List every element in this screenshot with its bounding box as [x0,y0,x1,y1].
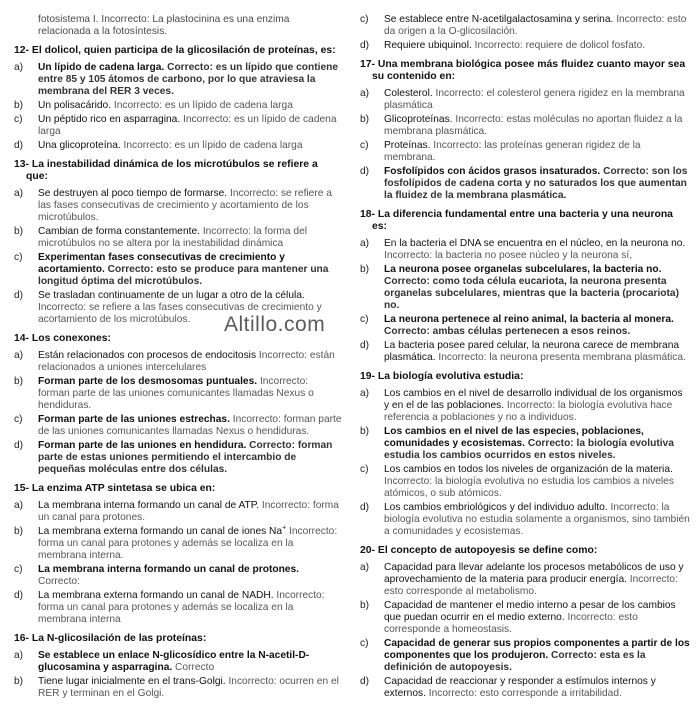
option-text: Los cambios en el nivel de desarrollo individual de los organismos y en el de las poblaciones. [384,388,683,411]
option-text: La neurona posee organelas subcelulares, la bacteria no. [384,264,662,275]
option-note: Incorrecto: la bacteria no posee núcleo y la neurona sí, [384,250,633,261]
option-note: Incorrecto: forma un canal para protones. [38,500,339,523]
option-text: Se destruyen al poco tiempo de formarse. [38,188,228,199]
option-note: Incorrecto: es un lípido de cadena larga [38,114,337,137]
option-note: Incorrecto: ocurren en el RER y terminan en el Golgi. [38,676,339,699]
option-text: Los cambios en el nivel de las especies, poblaciones, comunidades y ecosistemas. [384,426,644,449]
option-b [14,226,342,250]
option-note: Correcto: como toda célula eucariota, la neurona presenta organelas subcelulares, mientras que la bacteria (procariota) no. [384,276,679,311]
option-a [360,388,690,424]
q11-continuation: fotosistema I. Incorrecto: La plastocinina es una enzima relacionada a la fotosíntesis. [38,14,290,37]
right-column [360,0,690,702]
option-text: Se trasladan continuamente de un lugar a otro de la célula. [38,290,305,301]
option-note: Incorrecto: esto da origen a la O-glicosilación. [384,14,687,37]
option-c [14,564,342,588]
option-letter: c) [360,314,369,325]
option-letter: c) [360,14,369,25]
question-19 [360,371,690,538]
option-text: Fosfolípidos con ácidos grasos insaturados. [384,166,601,177]
option-d [360,166,690,202]
question-title: 14- Los conexones: [14,333,112,344]
option-letter: b) [360,264,370,275]
option-letter: a) [14,500,24,511]
option-text: Forman parte de las uniones estrechas. [38,414,230,425]
option-text: Capacidad de reaccionar y responder a estímulos internos y externos. [384,676,656,699]
option-c [360,464,690,500]
option-b [14,376,342,412]
question-title: 16- La N-glicosilación de las proteínas: [14,633,207,644]
option-note: Correcto: es un lípido que contiene entre 85 y 105 átomos de carbono, por lo que atraviesa la membrana del RER 3 veces. [38,62,339,97]
option-letter: c) [14,564,23,575]
option-letter: b) [14,376,24,387]
option-d [360,340,690,364]
option-note: Incorrecto: el colesterol genera rigidez en la membrana plasmática [384,88,685,111]
option-letter: a) [360,88,370,99]
option-text: Colesterol. [384,88,433,99]
option-letter: c) [360,464,369,475]
option-c [360,140,690,164]
option-c [14,252,342,288]
question-20 [360,545,690,700]
option-letter: d) [14,590,24,601]
watermark-text: Altillo.com [224,313,326,336]
question-title: 18- La diferencia fundamental entre una bacteria y una neurona es: [360,209,673,232]
option-letter: c) [14,252,23,263]
option-note: Incorrecto: estas moléculas no aportan fluidez a la membrana plasmática. [384,114,683,137]
question-title: 19- La biología evolutiva estudia: [360,371,524,382]
option-b [360,114,690,138]
option-letter: c) [360,140,369,151]
left-column [14,0,342,702]
option-text: Se establece un enlace N-glicosídico entre la N-acetil-D-glucosamina y asparragina. [38,650,310,673]
question-15 [14,483,342,626]
question-16-continued [360,14,690,52]
option-note: Incorrecto: se refiere a las fases consecutivas de crecimiento y acortamiento de los microtúbulos. [38,188,332,223]
question-title: 20- El concepto de autopoyesis se define como: [360,545,598,556]
option-letter: d) [360,40,370,51]
option-text: La membrana interna formando un canal de protones. [38,564,299,575]
option-a [14,350,342,374]
option-d [360,40,690,52]
option-note: Incorrecto: es un lípido de cadena larga [123,140,303,151]
option-text: Proteínas. [384,140,431,151]
option-note: Incorrecto: esto corresponde al metabolismo. [384,574,678,597]
option-b [14,676,342,700]
question-title: 17- Una membrana biológica posee más fluidez cuanto mayor sea su contenido en: [360,59,686,82]
option-d [14,440,342,476]
option-note: Incorrecto: están relacionados a uniones intercelulares [38,350,335,373]
option-letter: b) [14,100,24,111]
option-letter: b) [14,226,24,237]
option-note: Correcto: [38,576,80,587]
option-letter: d) [360,340,370,351]
option-letter: b) [360,426,370,437]
option-text: Capacidad de generar sus propios componentes a partir de los componentes que los produjeron. [384,638,690,661]
option-d [14,590,342,626]
question-title: 13- La inestabilidad dinámica de los microtúbulos se refiere a que: [14,159,318,182]
option-note: Correcto: ambas células pertenecen a esos reinos. [384,326,631,337]
option-note: Incorrecto: requiere de dolicol fosfato. [474,40,646,51]
option-b [360,600,690,636]
option-a [14,62,342,98]
option-note: Incorrecto: la neurona presenta membrana plasmática. [438,352,686,363]
option-note: Correcto: forman parte de estas uniones permitiendo el intercambio de pequeñas moléculas entre dos células. [38,440,333,475]
option-b [360,264,690,312]
option-text: Forman parte de las uniones en hendidura. [38,440,247,451]
option-text: Los cambios en todos los niveles de organización de la materia. [384,464,673,475]
option-text: Cambian de forma constantemente. [38,226,200,237]
option-note: Incorrecto: forma un canal para protones y además se localiza en la membrana interna. [38,526,338,561]
option-note: Incorrecto: forman parte de las uniones comunicantes llamadas Nexus o hendiduras. [38,376,314,411]
option-c [14,414,342,438]
option-text: Una glicoproteína. [38,140,121,151]
option-text: Se establece entre N-acetilgalactosamina y serina. [384,14,614,25]
option-letter: b) [14,676,24,687]
option-letter: d) [360,676,370,687]
option-a [14,650,342,674]
option-text: Un lípido de cadena larga. [38,62,165,73]
option-note: Incorrecto: esto corresponde a homeostasis. [384,612,638,635]
option-a [360,562,690,598]
option-c [360,638,690,674]
question-13 [14,159,342,326]
option-c [14,114,342,138]
question-18 [360,209,690,364]
option-letter: b) [360,600,370,611]
option-note: Correcto [175,662,215,673]
option-d [360,676,690,700]
option-text: Capacidad para llevar adelante los procesos metabólicos de uso y aprovechamiento de la materia para producir energía. [384,562,684,585]
option-letter: a) [14,350,24,361]
option-b [360,426,690,462]
option-note: Incorrecto: forma un canal para protones y además se localiza en la membrana interna [38,590,325,625]
option-letter: b) [360,114,370,125]
option-text: Tiene lugar inicialmente en el trans-Golgi. [38,676,226,687]
option-letter: d) [14,140,24,151]
option-note: Correcto: la biología evolutiva estudia los cambios ocurridos en estos niveles. [384,438,674,461]
option-text: Los cambios embriológicos y del individuo adulto. [384,502,608,513]
question-title: 12- El dolicol, quien participa de la glicosilación de proteínas, es: [14,45,336,56]
option-letter: d) [14,290,24,301]
option-d [14,140,342,152]
option-text: Capacidad de mantener el medio interno a pesar de los cambios que puedan ocurrir en el medio externo. [384,600,676,623]
option-note: Incorrecto: es un lípido de cadena larga [113,100,293,111]
option-text: Requiere ubiquinol. [384,40,472,51]
option-text: La bacteria posee pared celular, la neurona carece de membrana plasmática. [384,340,680,363]
option-letter: a) [14,188,24,199]
option-text: Glicoproteínas. [384,114,453,125]
option-note: Incorrecto: las proteínas generan rigidez de la membrana. [384,140,641,163]
option-letter: c) [14,114,23,125]
option-text: La membrana externa formando un canal de NADH. [38,590,274,601]
option-c [360,314,690,338]
superscript-plus: + [282,524,287,532]
option-text: Experimentan fases consecutivas de crecimiento y acortamiento. [38,252,285,275]
option-text: La membrana interna formando un canal de ATP. [38,500,260,511]
option-text: La membrana externa formando un canal de iones Na [38,526,283,537]
option-text: Están relacionados con procesos de endocitosis [38,350,257,361]
option-note: Correcto: son los fosfolípidos de cadena corta y no saturados los que aumentan la fluidez de la membrana plasmática. [384,166,688,201]
option-a [14,500,342,524]
option-d [360,502,690,538]
option-note: Incorrecto: se refiere a las fases consecutivas de crecimiento y acortamiento de los microtúbulos. [38,302,322,325]
option-letter: a) [360,238,370,249]
option-text: Un polisacárido. [38,100,112,111]
option-note: Incorrecto: forman parte de las uniones comunicantes llamadas Nexus o hendiduras. [38,414,342,437]
option-note: Incorrecto: la biología evolutiva hace referencia a poblaciones y no a individuos. [384,400,673,423]
option-letter: a) [14,62,24,73]
option-letter: a) [360,388,370,399]
option-note: Incorrecto: la forma del microtúbulos no se altera por la inestabilidad dinámica [38,226,307,249]
option-letter: d) [14,440,24,451]
option-note: Correcto: esto se produce para mantener una longitud óptima del microtúbulos. [38,264,329,287]
option-letter: d) [360,502,370,513]
question-17 [360,59,690,202]
question-title: 15- La enzima ATP sintetasa se ubica en: [14,483,216,494]
option-note: Incorrecto: la biología evolutiva no estudia los cambios a niveles atómicos, o sub atómicos. [384,476,674,499]
option-note: Incorrecto: esto corresponde a irritabilidad. [428,688,622,699]
option-letter: a) [360,562,370,573]
option-c [360,14,690,38]
option-text: Forman parte de los desmosomas puntuales. [38,376,258,387]
option-a [360,238,690,262]
option-b [14,526,342,562]
question-16 [14,633,342,700]
option-letter: a) [14,650,24,661]
option-note: Incorrecto: la biología evolutiva no estudia solamente a organismos, sino también a comunidades y ecosistemas. [384,502,690,537]
question-12 [14,45,342,152]
option-a [360,88,690,112]
option-letter: c) [14,414,23,425]
option-letter: c) [360,638,369,649]
option-a [14,188,342,224]
option-text: En la bacteria el DNA se encuentra en el núcleo, en la neurona no. [384,238,686,249]
question-14 [14,333,342,476]
option-letter: b) [14,526,24,537]
option-text: Un péptido rico en asparragina. [38,114,181,125]
option-letter: d) [360,166,370,177]
option-note: Correcto: esta es la definición de autopoyesis. [384,650,646,673]
option-b [14,100,342,112]
option-text: La neurona pertenece al reino animal, la bacteria al monera. [384,314,674,325]
